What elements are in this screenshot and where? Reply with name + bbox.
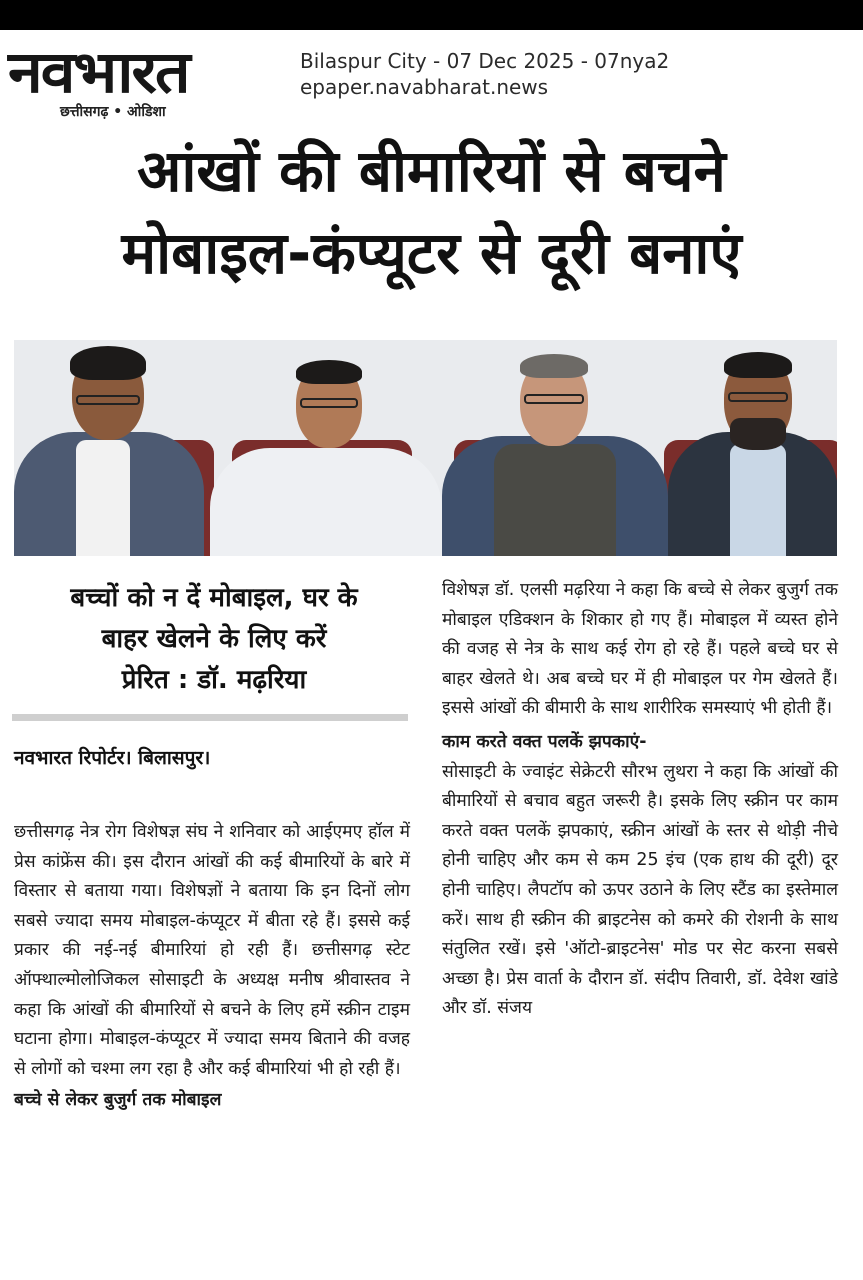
article-column-2 <box>442 576 838 1024</box>
subhead-line-3: प्रेरित : डॉ. मढ़रिया <box>121 665 307 695</box>
headline-line-2: मोबाइल-कंप्यूटर से दूरी बनाएं <box>121 219 742 287</box>
edition-info <box>300 48 669 100</box>
person-1 <box>14 340 214 556</box>
paragraph: विशेषज्ञ डॉ. एलसी मढ़रिया ने कहा कि बच्चे से लेकर बुजुर्ग तक मोबाइल एडिक्शन के शिकार हो गए हैं। मोबाइल में व्यस्त होने की वजह से नेत्र के साथ कई रोग हो रहे हैं। पहले बच्चे घर से बाहर खेलते थे। अब बच्चे घर में ही मोबाइल पर गेम खेलते हैं। इससे आंखों की बीमारी के साथ शारीरिक समस्याएं भी होती हैं। <box>442 580 838 719</box>
article-column-1 <box>14 818 410 1116</box>
paragraph-subheading: बच्चे से लेकर बुजुर्ग तक मोबाइल <box>14 1090 222 1111</box>
logo-subtitle: छत्तीसगढ़ • ओडिशा <box>60 104 166 120</box>
dateline: नवभारत रिपोर्टर। बिलासपुर। <box>14 747 211 769</box>
press-conference-photo <box>14 340 837 556</box>
sub-headline <box>14 578 414 701</box>
epaper-site: epaper.navabharat.news <box>300 75 549 99</box>
person-4 <box>668 340 837 556</box>
subhead-line-1: बच्चों को न दें मोबाइल, घर के <box>70 583 358 613</box>
subhead-line-2: बाहर खेलने के लिए करें <box>101 624 327 654</box>
headline-line-1: आंखों की बीमारियों से बचने <box>137 137 726 205</box>
divider-rule <box>12 714 408 721</box>
person-2 <box>210 340 450 556</box>
status-bar <box>0 0 863 30</box>
paragraph: छत्तीसगढ़ नेत्र रोग विशेषज्ञ संघ ने शनिवार को आईएमए हॉल में प्रेस कांफ्रेंस की। इस दौरान आंखों की कई बीमारियों के बारे में विस्तार से बताया गया। विशेषज्ञों ने बताया कि इन दिनों लोग सबसे ज्यादा समय मोबाइल-कंप्यूटर में बीता रहे हैं। इससे कई प्रकार की नई-नई बीमारियां हो रही हैं। छत्तीसगढ़ स्टेट ऑफ्थाल्मोलोजिकल सोसाइटी के अध्यक्ष मनीष श्रीवास्तव ने कहा कि आंखों की बीमारियों से बचने के लिए हमें स्क्रीन टाइम घटाना होगा। मोबाइल-कंप्यूटर में ज्यादा समय बिताने की वजह से लोगों को चश्मा लग रहा है और कई बीमारियां भी हो रही हैं। <box>14 822 410 1079</box>
person-3 <box>442 340 672 556</box>
newspaper-logo <box>8 40 274 130</box>
paragraph: सोसाइटी के ज्वाइंट सेक्रेटरी सौरभ लुथरा ने कहा कि आंखों की बीमारियों से बचाव बहुत जरूरी है। इसके लिए स्क्रीन पर काम करते वक्त पलकें झपकाएं, स्क्रीन आंखों के स्तर से थोड़ी नीचे होनी चाहिए और कम से कम 25 इंच (एक हाथ की दूरी) दूर होनी चाहिए। लैपटॉप को ऊपर उठाने के लिए स्टैंड का इस्तेमाल करें। साथ ही स्क्रीन की ब्राइटनेस को कमरे की रोशनी के साथ संतुलित रखें। इसे 'ऑटो-ब्राइटनेस' मोड पर सेट करना सबसे अच्छा है। प्रेस वार्ता के दौरान डॉ. संदीप तिवारी, डॉ. देवेश खांडे और डॉ. संजय <box>442 761 838 1019</box>
edition-line: Bilaspur City - 07 Dec 2025 - 07nya2 <box>300 49 670 73</box>
logo-text: नवभारत <box>8 38 189 106</box>
masthead <box>0 30 863 122</box>
paragraph-subheading: काम करते वक्त पलकें झपकाएं- <box>442 731 647 752</box>
main-headline <box>0 130 863 294</box>
